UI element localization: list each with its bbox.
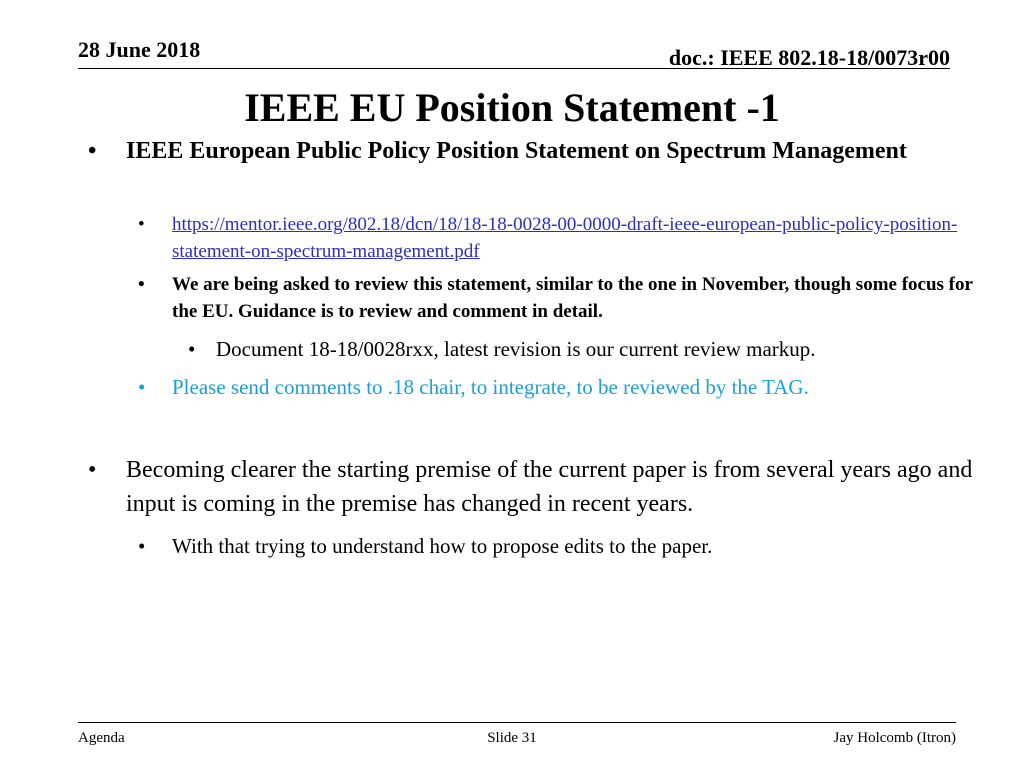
bullet-marker: • [88,138,97,164]
bullet-text: Becoming clearer the starting premise of the current paper is from several years ago and input is coming in the premise has changed in recent years. [126,457,973,517]
bullet-text: IEEE European Public Policy Position Statement on Spectrum Management [126,138,907,164]
slide-title: IEEE EU Position Statement -1 [244,85,780,130]
bullet-text: We are being asked to review this statement, similar to the one in November, though some focus for the EU. Guidance is to review and comment in detail. [172,274,973,322]
sub-bullet-propose-edits [138,531,998,561]
bullet-text: With that trying to understand how to propose edits to the paper. [172,534,713,558]
bullet-marker: • [138,375,146,399]
footer-divider [78,722,956,723]
bullet-premise [88,453,978,521]
bullet-marker: • [138,534,146,558]
header-date: 28 June 2018 [78,37,201,62]
bullet-marker: • [88,457,97,483]
footer-left: Agenda [78,730,125,746]
sub-bullet-send-comments [138,372,998,402]
bullet-marker: • [138,274,145,295]
footer-slide-number: Slide 31 [487,730,537,746]
header-doc-id: doc.: IEEE 802.18-18/0073r00 [668,45,950,70]
bullet-text: Document 18-18/0028rxx, latest revision is our current review markup. [216,337,816,361]
bullet-spectrum-statement [88,134,978,168]
statement-pdf-link[interactable]: https://mentor.ieee.org/802.18/dcn/18/18-18-0028-00-0000-draft-ieee-european-public-policy-position-statement-on-spectrum-management.pdf [172,214,958,262]
sub-bullet-link [138,211,998,265]
bullet-marker: • [138,214,145,235]
bullet-marker: • [188,337,196,361]
sub-sub-bullet-document [188,334,988,364]
sub-bullet-review-request [138,271,998,325]
header-divider [78,68,950,69]
footer-author: Jay Holcomb (Itron) [833,730,956,746]
bullet-text: Please send comments to .18 chair, to integrate, to be reviewed by the TAG. [172,375,809,399]
